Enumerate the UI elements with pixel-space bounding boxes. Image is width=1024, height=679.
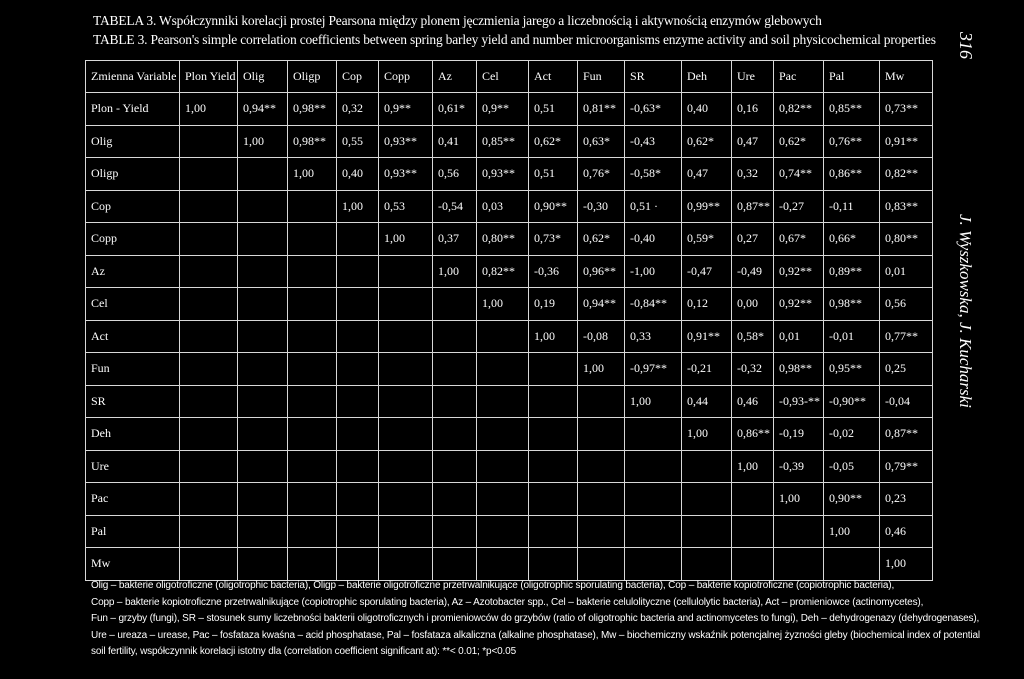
table-cell: 0,82** xyxy=(774,93,824,126)
table-cell: 0,27 xyxy=(732,223,774,256)
table-cell xyxy=(824,548,880,581)
table-cell xyxy=(288,353,337,386)
table-cell: -1,00 xyxy=(625,255,682,288)
caption-polish: TABELA 3. Współczynniki korelacji prostej Pearsona między plonem jęczmienia jarego a liczebnością i aktywnością enzymów glebowych xyxy=(93,13,822,28)
table-cell: 0,61* xyxy=(433,93,477,126)
table-cell: 0,85** xyxy=(824,93,880,126)
table-cell: 0,94** xyxy=(578,288,625,321)
table-row xyxy=(86,93,933,126)
table-cell xyxy=(625,548,682,581)
table-cell xyxy=(433,288,477,321)
column-header: Ure xyxy=(732,61,774,93)
table-cell: 0,73* xyxy=(529,223,578,256)
table-cell xyxy=(238,190,288,223)
table-cell xyxy=(238,385,288,418)
table-cell: 1,00 xyxy=(433,255,477,288)
table-cell xyxy=(288,255,337,288)
row-label: Cel xyxy=(86,288,180,321)
column-header: Act xyxy=(529,61,578,93)
table-cell xyxy=(337,385,379,418)
table-cell: 0,59* xyxy=(682,223,732,256)
table-cell xyxy=(529,483,578,516)
table-cell: -0,01 xyxy=(824,320,880,353)
table-cell: 0,98** xyxy=(774,353,824,386)
table-row xyxy=(86,450,933,483)
table-cell: 0,98** xyxy=(824,288,880,321)
table-cell xyxy=(477,515,529,548)
table-cell: -0,02 xyxy=(824,418,880,451)
table-cell: 0,85** xyxy=(477,125,529,158)
table-cell xyxy=(288,288,337,321)
table-cell: 0,73** xyxy=(880,93,933,126)
table-row xyxy=(86,190,933,223)
table-cell: 0,94** xyxy=(238,93,288,126)
table-cell: 1,00 xyxy=(288,158,337,191)
table-cell: -0,05 xyxy=(824,450,880,483)
table-cell: 0,79** xyxy=(880,450,933,483)
table-cell xyxy=(682,548,732,581)
table-cell xyxy=(625,418,682,451)
table-cell: 0,51 xyxy=(529,93,578,126)
table-cell: -0,32 xyxy=(732,353,774,386)
table-cell xyxy=(578,450,625,483)
table-row xyxy=(86,515,933,548)
table-cell: -0,63* xyxy=(625,93,682,126)
table-cell xyxy=(288,483,337,516)
table-cell: 0,9** xyxy=(477,93,529,126)
table-cell: -0,36 xyxy=(529,255,578,288)
table-cell xyxy=(337,255,379,288)
table-cell xyxy=(529,385,578,418)
table-cell xyxy=(433,385,477,418)
row-label: Ure xyxy=(86,450,180,483)
table-cell: 0,82** xyxy=(880,158,933,191)
table-cell: -0,54 xyxy=(433,190,477,223)
column-header: Cel xyxy=(477,61,529,93)
table-cell: 0,95** xyxy=(824,353,880,386)
table-cell xyxy=(238,255,288,288)
table-cell: 0,25 xyxy=(880,353,933,386)
table-cell xyxy=(180,255,238,288)
row-label: Fun xyxy=(86,353,180,386)
footnote-line: Fun – grzyby (fungi), SR – stosunek sumy liczebności bakterii oligotroficznych i promieniowców do grzybów (ratio of oligotrophic bacteria and actinomycetes to fungi), Deh – dehydrogenazy (dehydrogenases), xyxy=(91,613,980,624)
table-cell xyxy=(180,223,238,256)
footnote-line: Copp – bakterie kopiotroficzne przetrwalnikujące (copiotrophic sporulating bacteria), Az – Azotobacter spp., Cel – bakterie celulolityczne (cellulolytic bacteria), Act – promieniowce (actinomycetes), xyxy=(91,596,924,608)
table-cell xyxy=(180,353,238,386)
table-cell: -0,04 xyxy=(880,385,933,418)
column-header: Pal xyxy=(824,61,880,93)
table-cell xyxy=(288,418,337,451)
table-cell: 0,82** xyxy=(477,255,529,288)
table-cell: 1,00 xyxy=(379,223,433,256)
table-cell xyxy=(180,548,238,581)
caption-english: TABLE 3. Pearson's simple correlation coefficients between spring barley yield and number microorganisms enzyme activity and soil physicochemical properties xyxy=(93,32,936,47)
table-cell: -0,39 xyxy=(774,450,824,483)
table-cell: 0,01 xyxy=(880,255,933,288)
table-cell: 0,01 xyxy=(774,320,824,353)
table-cell: 1,00 xyxy=(880,548,933,581)
row-label: Oligp xyxy=(86,158,180,191)
row-label: Az xyxy=(86,255,180,288)
table-cell xyxy=(379,385,433,418)
table-header-row xyxy=(86,61,933,93)
table-cell: 0,86** xyxy=(732,418,774,451)
table-cell xyxy=(625,515,682,548)
table-cell xyxy=(288,190,337,223)
table-cell: 0,12 xyxy=(682,288,732,321)
table-cell: 0,00 xyxy=(732,288,774,321)
table-cell: 0,62* xyxy=(529,125,578,158)
table-cell: -0,43 xyxy=(625,125,682,158)
table-cell xyxy=(379,320,433,353)
table-cell xyxy=(477,483,529,516)
table-cell: 0,89** xyxy=(824,255,880,288)
table-cell: 0,87** xyxy=(732,190,774,223)
table-cell xyxy=(238,515,288,548)
table-row xyxy=(86,353,933,386)
table-cell xyxy=(288,320,337,353)
running-head-authors: J. Wyszkowska, J. Kucharski xyxy=(956,214,975,408)
row-label: Act xyxy=(86,320,180,353)
table-cell xyxy=(529,548,578,581)
table-row xyxy=(86,320,933,353)
table-row xyxy=(86,255,933,288)
table-cell: 0,98** xyxy=(288,93,337,126)
table-cell xyxy=(288,450,337,483)
table-cell: 0,03 xyxy=(477,190,529,223)
table-cell: 0,93** xyxy=(379,125,433,158)
column-header: Olig xyxy=(238,61,288,93)
table-cell: 0,9** xyxy=(379,93,433,126)
table-cell xyxy=(732,515,774,548)
table-cell xyxy=(337,483,379,516)
row-label: Cop xyxy=(86,190,180,223)
table-cell: 0,93** xyxy=(477,158,529,191)
table-cell: -0,49 xyxy=(732,255,774,288)
table-cell: 0,33 xyxy=(625,320,682,353)
table-cell: 0,90** xyxy=(529,190,578,223)
row-label: SR xyxy=(86,385,180,418)
footnotes xyxy=(91,578,980,661)
column-header: Fun xyxy=(578,61,625,93)
table-cell: 0,40 xyxy=(337,158,379,191)
table-cell xyxy=(379,548,433,581)
column-header: Pac xyxy=(774,61,824,93)
table-cell: 0,32 xyxy=(732,158,774,191)
table-cell xyxy=(180,450,238,483)
table-cell xyxy=(180,125,238,158)
row-label: Olig xyxy=(86,125,180,158)
table-cell: -0,11 xyxy=(824,190,880,223)
table-cell xyxy=(682,515,732,548)
table-cell: 0,91** xyxy=(880,125,933,158)
table-cell: 0,90** xyxy=(824,483,880,516)
table-cell: 0,51 · xyxy=(625,190,682,223)
table-cell: 1,00 xyxy=(337,190,379,223)
table-cell xyxy=(578,418,625,451)
table-cell: 0,16 xyxy=(732,93,774,126)
row-label: Mw xyxy=(86,548,180,581)
table-cell: 0,92** xyxy=(774,255,824,288)
table-cell: 0,62* xyxy=(774,125,824,158)
table-cell: 0,62* xyxy=(578,223,625,256)
table-cell xyxy=(288,515,337,548)
table-cell: 1,00 xyxy=(578,353,625,386)
table-row xyxy=(86,385,933,418)
table-cell xyxy=(732,483,774,516)
row-label: Copp xyxy=(86,223,180,256)
table-cell xyxy=(774,548,824,581)
table-cell: 0,93** xyxy=(379,158,433,191)
table-cell xyxy=(288,223,337,256)
table-cell xyxy=(288,385,337,418)
table-cell: 1,00 xyxy=(180,93,238,126)
table-row xyxy=(86,158,933,191)
table-cell xyxy=(379,288,433,321)
page-number: 316 xyxy=(956,32,976,59)
table-row xyxy=(86,288,933,321)
column-header: Copp xyxy=(379,61,433,93)
table-cell: 1,00 xyxy=(625,385,682,418)
table-row xyxy=(86,223,933,256)
table-cell xyxy=(238,223,288,256)
table-cell xyxy=(238,548,288,581)
table-cell xyxy=(682,483,732,516)
table-cell: 0,80** xyxy=(880,223,933,256)
table-cell xyxy=(180,190,238,223)
table-cell: 0,76** xyxy=(824,125,880,158)
table-cell: 0,77** xyxy=(880,320,933,353)
column-header: Deh xyxy=(682,61,732,93)
table-cell xyxy=(337,353,379,386)
table-cell: -0,40 xyxy=(625,223,682,256)
table-cell xyxy=(238,450,288,483)
column-header: Plon Yield xyxy=(180,61,238,93)
table-cell: 0,23 xyxy=(880,483,933,516)
table-cell xyxy=(379,515,433,548)
table-cell xyxy=(180,385,238,418)
table-cell: 0,63* xyxy=(578,125,625,158)
table-cell xyxy=(180,320,238,353)
table-cell: 0,92** xyxy=(774,288,824,321)
table-cell xyxy=(337,223,379,256)
table-cell: 1,00 xyxy=(774,483,824,516)
table-cell xyxy=(238,418,288,451)
table-cell xyxy=(337,450,379,483)
table-cell: 0,96** xyxy=(578,255,625,288)
table-cell xyxy=(433,320,477,353)
footnote-line: Olig – bakterie oligotroficzne (oligotrophic bacteria), Oligp – bakterie oligotroficzne przetrwalnikujące (oligotrophic sporulating bacteria), Cop – bakterie kopiotroficzne (copiotrophic bacteria), xyxy=(91,580,895,591)
row-label: Plon - Yield xyxy=(86,93,180,126)
column-header: Mw xyxy=(880,61,933,93)
table-cell xyxy=(578,515,625,548)
table-cell xyxy=(379,450,433,483)
table-cell: 0,76* xyxy=(578,158,625,191)
table-cell: 0,66* xyxy=(824,223,880,256)
table-cell xyxy=(433,450,477,483)
table-cell xyxy=(238,483,288,516)
table-cell xyxy=(433,483,477,516)
table-cell xyxy=(578,483,625,516)
row-label: Deh xyxy=(86,418,180,451)
table-cell: -0,84** xyxy=(625,288,682,321)
table-cell: -0,97** xyxy=(625,353,682,386)
table-cell: 0,46 xyxy=(732,385,774,418)
table-cell xyxy=(477,385,529,418)
table-cell: -0,93-** xyxy=(774,385,824,418)
table-cell xyxy=(180,515,238,548)
table-cell: 1,00 xyxy=(477,288,529,321)
table-cell: 0,80** xyxy=(477,223,529,256)
table-row xyxy=(86,548,933,581)
table-cell xyxy=(379,418,433,451)
table-cell xyxy=(238,288,288,321)
table-cell xyxy=(433,353,477,386)
table-cell: 0,81** xyxy=(578,93,625,126)
table-cell xyxy=(578,385,625,418)
table-cell xyxy=(477,548,529,581)
table-cell: 0,86** xyxy=(824,158,880,191)
table-cell xyxy=(238,320,288,353)
table-cell: 0,91** xyxy=(682,320,732,353)
table-cell xyxy=(529,515,578,548)
table-cell xyxy=(433,515,477,548)
table-row xyxy=(86,418,933,451)
table-cell: 1,00 xyxy=(238,125,288,158)
table-cell xyxy=(180,483,238,516)
table-cell: 1,00 xyxy=(682,418,732,451)
table-cell xyxy=(774,515,824,548)
table-cell xyxy=(529,450,578,483)
table-cell xyxy=(433,548,477,581)
table-cell: -0,47 xyxy=(682,255,732,288)
correlation-table xyxy=(85,60,933,581)
table-cell: 1,00 xyxy=(732,450,774,483)
table-cell xyxy=(682,450,732,483)
table-row xyxy=(86,125,933,158)
table-cell xyxy=(337,418,379,451)
column-header: Oligp xyxy=(288,61,337,93)
column-header: SR xyxy=(625,61,682,93)
table-cell: 0,51 xyxy=(529,158,578,191)
table-cell: -0,19 xyxy=(774,418,824,451)
table-cell xyxy=(379,255,433,288)
table-cell xyxy=(180,288,238,321)
table-cell: 0,47 xyxy=(682,158,732,191)
table-cell: 1,00 xyxy=(824,515,880,548)
table-cell xyxy=(433,418,477,451)
table-cell xyxy=(379,483,433,516)
table-cell: 0,83** xyxy=(880,190,933,223)
table-cell xyxy=(477,320,529,353)
table-cell xyxy=(337,288,379,321)
table-cell: -0,08 xyxy=(578,320,625,353)
table-cell xyxy=(625,483,682,516)
column-header: Zmienna Variable xyxy=(86,61,180,93)
table-cell: 0,46 xyxy=(880,515,933,548)
table-cell xyxy=(732,548,774,581)
table-cell xyxy=(238,158,288,191)
table-row xyxy=(86,483,933,516)
table-cell xyxy=(477,450,529,483)
table-cell xyxy=(337,320,379,353)
table-cell xyxy=(337,548,379,581)
footnote-line: soil fertility, współczynnik korelacji istotny dla (correlation coefficient significant at): **< 0.01; *p<0.05 xyxy=(91,646,517,657)
column-header: Az xyxy=(433,61,477,93)
table-cell xyxy=(529,353,578,386)
table-cell: -0,21 xyxy=(682,353,732,386)
row-label: Pac xyxy=(86,483,180,516)
table-cell: 0,53 xyxy=(379,190,433,223)
table-cell: -0,27 xyxy=(774,190,824,223)
row-label: Pal xyxy=(86,515,180,548)
table-cell: 1,00 xyxy=(529,320,578,353)
table-cell xyxy=(238,353,288,386)
table-cell: 0,47 xyxy=(732,125,774,158)
table-cell: 0,98** xyxy=(288,125,337,158)
table-cell: 0,56 xyxy=(880,288,933,321)
table-cell: 0,62* xyxy=(682,125,732,158)
table-cell: -0,58* xyxy=(625,158,682,191)
table-cell xyxy=(288,548,337,581)
table-cell: 0,74** xyxy=(774,158,824,191)
table-cell xyxy=(477,418,529,451)
table-cell: 0,44 xyxy=(682,385,732,418)
table-cell: 0,55 xyxy=(337,125,379,158)
table-cell: -0,30 xyxy=(578,190,625,223)
table-cell xyxy=(578,548,625,581)
table-cell: 0,37 xyxy=(433,223,477,256)
table-cell: 0,67* xyxy=(774,223,824,256)
table-cell: 0,58* xyxy=(732,320,774,353)
table-cell: 0,87** xyxy=(880,418,933,451)
table-cell xyxy=(625,450,682,483)
table-cell xyxy=(180,158,238,191)
table-cell xyxy=(477,353,529,386)
table-cell: 0,40 xyxy=(682,93,732,126)
table-cell xyxy=(180,418,238,451)
table-cell: 0,32 xyxy=(337,93,379,126)
column-header: Cop xyxy=(337,61,379,93)
table-cell: 0,19 xyxy=(529,288,578,321)
table-cell: 0,41 xyxy=(433,125,477,158)
table-cell xyxy=(379,353,433,386)
table-cell: 0,99** xyxy=(682,190,732,223)
table-cell: -0,90** xyxy=(824,385,880,418)
table-cell xyxy=(337,515,379,548)
table-cell xyxy=(529,418,578,451)
footnote-line: Ure – ureaza – urease, Pac – fosfataza kwaśna – acid phosphatase, Pal – fosfataza alkaliczna (alkaline phosphatase), Mw – biochemiczny wskaźnik potencjalnej żyzności gleby (biochemical index of potential xyxy=(91,629,980,641)
table-cell: 0,56 xyxy=(433,158,477,191)
